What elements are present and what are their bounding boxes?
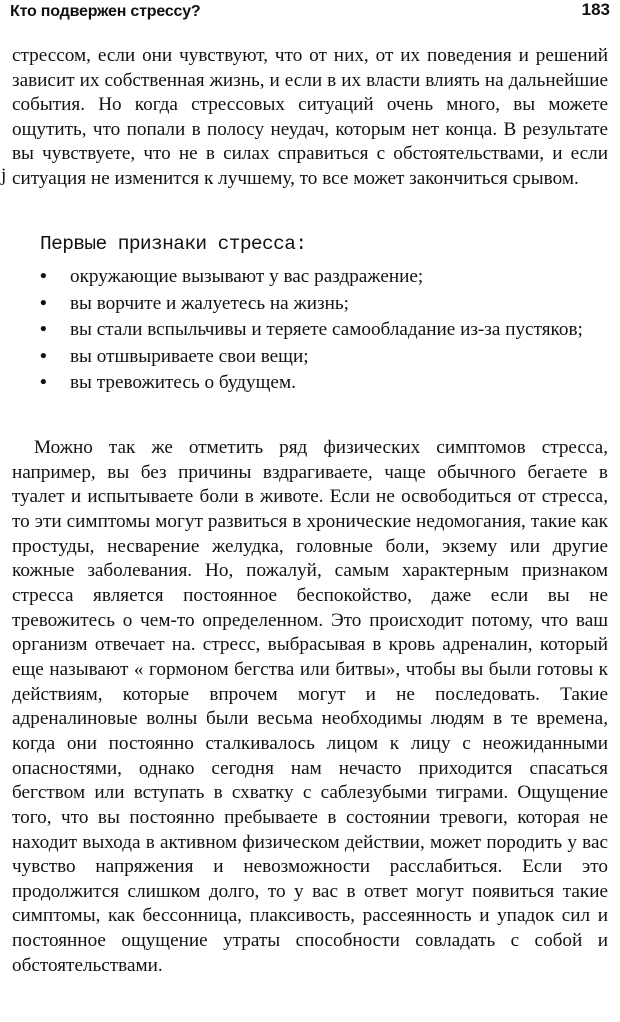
bullet-icon: • <box>40 345 47 367</box>
list-item <box>40 344 608 371</box>
list-item <box>40 291 608 318</box>
margin-mark: j <box>1 165 7 186</box>
list-item-text: вы ворчите и жалуетесь на жизнь; <box>70 292 349 314</box>
list-item-text: вы тревожитесь о будущем. <box>70 372 296 393</box>
bullet-icon: • <box>40 292 47 314</box>
list-item-text: вы отшвыриваете свои вещи; <box>70 345 309 367</box>
running-title: Кто подвержен стрессу? <box>10 3 201 20</box>
running-header <box>10 2 610 24</box>
list-item <box>40 317 608 344</box>
page-number: 183 <box>581 0 610 19</box>
bullet-icon: • <box>40 266 47 287</box>
paragraph-continuation: стрессом, если они чувствуют, что от них, от их поведения и решений зависит их собственная жизнь, и если в их власти влиять на дальнейшие события. Но когда стрессовых ситуаций очень много, вы можете ощутить, что попали в полосу неудач, которым нет конца. В результате вы чувствуете, что не в силах справиться с обстоятельствами, и если ситуация не изменится к лучшему, то все может закончиться срывом. <box>12 45 608 189</box>
list-item <box>40 264 608 291</box>
list-item <box>40 370 608 397</box>
bullet-icon: • <box>40 372 47 393</box>
paragraph-physical-symptoms: Можно так же отметить ряд физических симптомов стресса, например, вы без причины вздрагиваете, чаще обычного бегаете в туалет и испытываете боли в животе. Если не освободиться от стресса, то эти симптомы могут развиться в хронические недомогания, такие как простуды, несварение желудка, головные боли, экзему или другие кожные заболевания. Но, пожалуй, самым характерным признаком стресса является постоянное беспокойство, даже если вы не тревожитесь о чем-то определенном. Это происходит потому, что ваш организм отвечает на. стресс, выбрасывая в кровь адреналин, который еще называют « гормоном бегства или битвы», чтобы вы были готовы к действиям, которые впрочем могут и не последовать. Такие адреналиновые волны были весьма необходимы людям в те времена, когда они постоянно сталкивалось лицом к лицу с неожиданными опасностями, однако сегодня нам нечасто приходится спасаться бегством или вступать в схватку с саблезубыми тиграми. Ощущение того, что вы постоянно пребываете в состоянии тревоги, которая не находит выхода в активном физическом действии, может породить у вас чувство напряжения и невозможности расслабиться. Если это продолжится слишком долго, то у вас в ответ могут появиться такие симптомы, как бессонница, плаксивость, рассеянность и упадок сил и постоянное ощущение утраты способности совладать с собой и обстоятельствами. <box>12 437 608 976</box>
section-heading: Первые признаки стресса: <box>40 233 307 255</box>
bullet-icon: • <box>40 319 47 340</box>
symptom-list <box>40 264 608 397</box>
list-item-text: окружающие вызывают у вас раздражение; <box>70 266 424 287</box>
list-item-text: вы стали вспыльчивы и теряете самообладание из-за пустяков; <box>70 319 583 340</box>
